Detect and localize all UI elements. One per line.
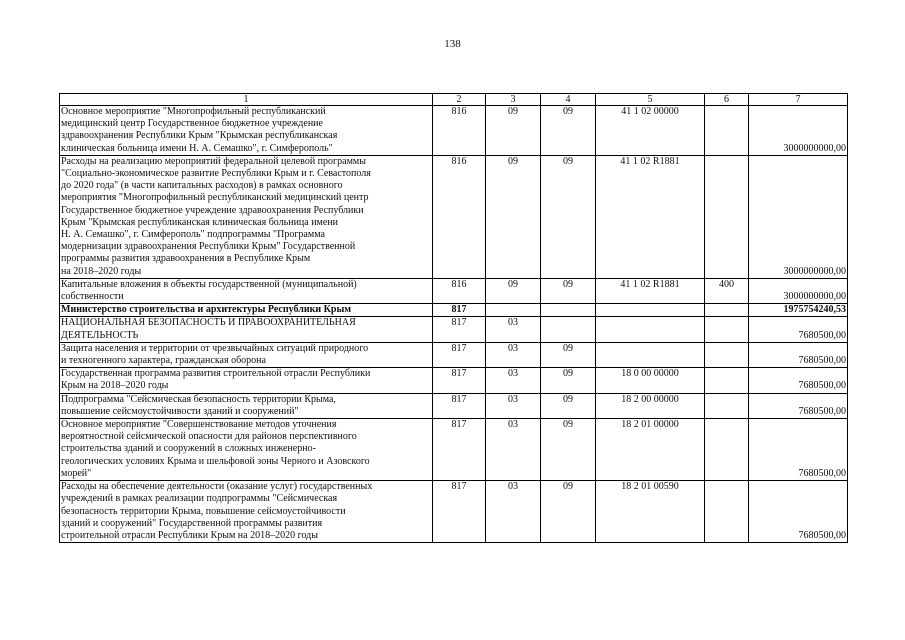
- description-line: учреждений в рамках реализации подпрограммы "Сейсмическая: [61, 493, 338, 505]
- amount: 7680500,00: [749, 317, 848, 342]
- description-line: морей": [61, 467, 92, 479]
- description-line: зданий и сооружений" Государственной программы развития: [61, 517, 323, 529]
- column-header-1: 1: [60, 94, 433, 106]
- row-description: [60, 278, 433, 303]
- description-line: Государственное бюджетное учреждение здравоохранения Республики: [61, 204, 364, 216]
- table-row: [60, 317, 848, 342]
- table-row: [60, 155, 848, 278]
- description-line: "Социально-экономическое развитие Республики Крым и г. Севастополя: [61, 168, 371, 180]
- table-row: [60, 393, 848, 418]
- description-line: безопасность территории Крыма, повышение сейсмоустойчивости: [61, 505, 346, 517]
- row-description: [60, 304, 433, 317]
- row-description: [60, 481, 433, 543]
- description-line: Крым "Крымская республиканская клиническая больница имени: [61, 216, 339, 228]
- table-body: [60, 94, 848, 543]
- row-description: [60, 106, 433, 156]
- section-code: 03: [486, 342, 541, 367]
- description-line: Капитальные вложения в объекты государственной (муниципальной): [61, 278, 357, 290]
- expense-type-code: [705, 155, 749, 278]
- subsection-code: 09: [541, 419, 596, 481]
- description-line: модернизации здравоохранения Республики Крым" Государственной: [61, 241, 356, 253]
- ved-code: 817: [433, 342, 486, 367]
- description-line: Расходы на обеспечение деятельности (оказание услуг) государственных: [61, 481, 373, 493]
- description-line: здравоохранения Республики Крым "Крымская республиканская: [61, 130, 338, 142]
- page-number: 138: [444, 38, 461, 50]
- description-line: медицинский центр Государственное бюджетное учреждение: [61, 118, 323, 130]
- target-article-code: 18 2 01 00590: [596, 481, 705, 543]
- description-line: Крым на 2018–2020 годы: [61, 380, 169, 392]
- ved-code: 817: [433, 481, 486, 543]
- description-line: ДЕЯТЕЛЬНОСТЬ: [61, 329, 139, 341]
- amount: 3000000000,00: [749, 155, 848, 278]
- row-description: [60, 419, 433, 481]
- expense-type-code: [705, 393, 749, 418]
- subsection-code: 09: [541, 106, 596, 156]
- target-article-code: [596, 342, 705, 367]
- column-number-row: [60, 94, 848, 106]
- expense-type-code: [705, 368, 749, 393]
- description-line: Основное мероприятие "Многопрофильный республиканский: [61, 106, 326, 117]
- table-row: [60, 368, 848, 393]
- ved-code: 816: [433, 278, 486, 303]
- budget-table: [59, 93, 848, 543]
- expense-type-code: [705, 106, 749, 156]
- column-header-2: 2: [433, 94, 486, 106]
- ved-code: 816: [433, 155, 486, 278]
- ved-code: 816: [433, 106, 486, 156]
- column-header-7: 7: [749, 94, 848, 106]
- section-code: 03: [486, 368, 541, 393]
- ved-code: 817: [433, 393, 486, 418]
- description-line: Расходы на реализацию мероприятий федеральной целевой программы: [61, 155, 366, 167]
- table-row: [60, 342, 848, 367]
- description-line: Основное мероприятие "Совершенствование методов уточнения: [61, 419, 337, 431]
- description-line: и техногенного характера, гражданская оборона: [61, 355, 266, 367]
- amount: 7680500,00: [749, 419, 848, 481]
- section-code: 03: [486, 419, 541, 481]
- description-line: строительства зданий и сооружений в сложных инженерно-: [61, 443, 316, 455]
- description-line: на 2018–2020 годы: [61, 265, 142, 277]
- description-line: мероприятия "Многопрофильный республиканский медицинский центр: [61, 192, 369, 204]
- subsection-code: 09: [541, 481, 596, 543]
- table-row: [60, 278, 848, 303]
- column-header-4: 4: [541, 94, 596, 106]
- target-article-code: 41 1 02 R1881: [596, 278, 705, 303]
- expense-type-code: [705, 481, 749, 543]
- subsection-code: [541, 304, 596, 317]
- row-description: [60, 393, 433, 418]
- subsection-code: 09: [541, 368, 596, 393]
- ved-code: 817: [433, 317, 486, 342]
- description-line: повышение сейсмоустойчивости зданий и сооружений": [61, 405, 299, 417]
- target-article-code: 18 2 01 00000: [596, 419, 705, 481]
- subsection-code: 09: [541, 155, 596, 278]
- section-code: [486, 304, 541, 317]
- expense-type-code: [705, 304, 749, 317]
- target-article-code: [596, 317, 705, 342]
- table-row: [60, 419, 848, 481]
- description-line: Защита населения и территории от чрезвычайных ситуаций природного: [61, 342, 369, 354]
- row-description: [60, 342, 433, 367]
- row-description: [60, 155, 433, 278]
- description-line: строительной отрасли Республики Крым на 2018–2020 годы: [61, 529, 318, 541]
- column-header-5: 5: [596, 94, 705, 106]
- target-article-code: 41 1 02 R1881: [596, 155, 705, 278]
- target-article-code: [596, 304, 705, 317]
- amount: 3000000000,00: [749, 106, 848, 156]
- expense-type-code: [705, 419, 749, 481]
- amount: 3000000000,00: [749, 278, 848, 303]
- description-line: Министерство строительства и архитектуры Республики Крым: [61, 304, 352, 316]
- amount: 7680500,00: [749, 368, 848, 393]
- subsection-code: 09: [541, 342, 596, 367]
- table-row: [60, 106, 848, 156]
- amount: 1975754240,53: [749, 304, 848, 317]
- section-code: 09: [486, 155, 541, 278]
- table-row: [60, 304, 848, 317]
- description-line: программы развития здравоохранения в Республике Крым: [61, 253, 311, 265]
- expense-type-code: 400: [705, 278, 749, 303]
- description-line: геологических условиях Крыма и шельфовой зоны Черного и Азовского: [61, 455, 370, 467]
- description-line: Н. А. Семашко", г. Симферополь" подпрограммы "Программа: [61, 229, 325, 241]
- section-code: 03: [486, 481, 541, 543]
- section-code: 03: [486, 393, 541, 418]
- description-line: собственности: [61, 291, 124, 303]
- description-line: НАЦИОНАЛЬНАЯ БЕЗОПАСНОСТЬ И ПРАВООХРАНИТЕЛЬНАЯ: [61, 317, 356, 329]
- column-header-3: 3: [486, 94, 541, 106]
- row-description: [60, 317, 433, 342]
- row-description: [60, 368, 433, 393]
- table-row: [60, 481, 848, 543]
- ved-code: 817: [433, 304, 486, 317]
- column-header-6: 6: [705, 94, 749, 106]
- amount: 7680500,00: [749, 393, 848, 418]
- description-line: Государственная программа развития строительной отрасли Республики: [61, 368, 371, 380]
- description-line: Подпрограмма "Сейсмическая безопасность территории Крыма,: [61, 393, 336, 405]
- section-code: 09: [486, 106, 541, 156]
- section-code: 09: [486, 278, 541, 303]
- subsection-code: [541, 317, 596, 342]
- ved-code: 817: [433, 368, 486, 393]
- subsection-code: 09: [541, 393, 596, 418]
- expense-type-code: [705, 342, 749, 367]
- amount: 7680500,00: [749, 342, 848, 367]
- description-line: до 2020 года" (в части капитальных расходов) в рамках основного: [61, 180, 343, 192]
- target-article-code: 18 2 00 00000: [596, 393, 705, 418]
- subsection-code: 09: [541, 278, 596, 303]
- expense-type-code: [705, 317, 749, 342]
- target-article-code: 41 1 02 00000: [596, 106, 705, 156]
- description-line: клиническая больница имени Н. А. Семашко", г. Симферополь": [61, 142, 333, 154]
- target-article-code: 18 0 00 00000: [596, 368, 705, 393]
- description-line: вероятностной сейсмической опасности для районов перспективного: [61, 431, 357, 443]
- section-code: 03: [486, 317, 541, 342]
- ved-code: 817: [433, 419, 486, 481]
- amount: 7680500,00: [749, 481, 848, 543]
